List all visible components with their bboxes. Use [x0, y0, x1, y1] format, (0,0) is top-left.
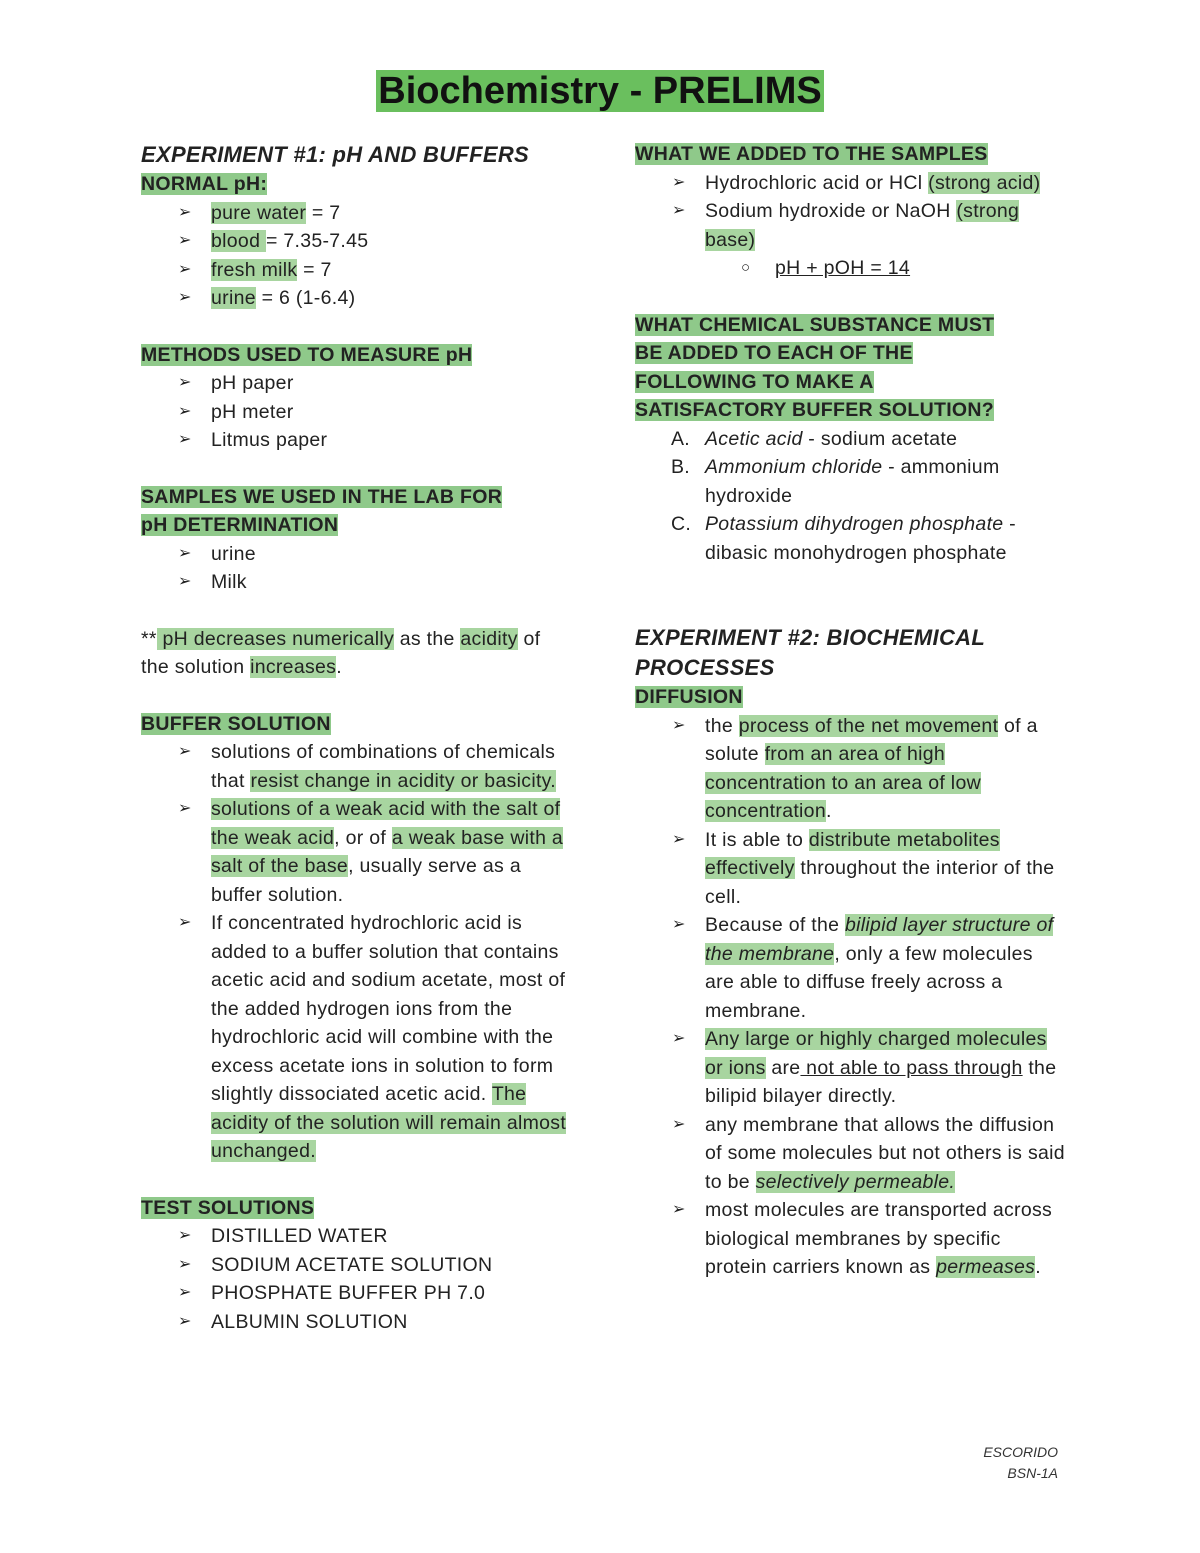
test-solutions-list: [141, 1222, 571, 1336]
chemical-heading: WHAT CHEMICAL SUBSTANCE MUST BE ADDED TO EACH OF THE FOLLOWING TO MAKE A SATISFACTORY BUFFER SOLUTION?: [635, 313, 995, 421]
list-item: ➢ Milk: [141, 568, 571, 597]
list-item: A. Acetic acid - sodium acetate: [671, 427, 958, 450]
added-sublist: [635, 254, 1065, 283]
list-item: ➢ solutions of a weak acid with the salt of the weak acid, or of a weak base with a salt of the base, usually serve as a buffer solution.: [141, 795, 571, 909]
experiment-2-title: EXPERIMENT #2: BIOCHEMICAL PROCESSES: [635, 625, 985, 680]
right-column: [635, 140, 1065, 1282]
author-footer: [983, 1442, 1058, 1484]
list-item: ➢ Litmus paper: [141, 426, 571, 455]
list-item: ➢ the process of the net movement of a solute from an area of high concentration to an area of low concentration.: [635, 712, 1065, 826]
list-item: ➢ solutions of combinations of chemicals that resist change in acidity or basicity.: [141, 738, 571, 795]
page-title: [0, 70, 1200, 113]
list-item: B. Ammonium chloride - ammonium hydroxide: [671, 456, 1000, 507]
list-item: ➢ Any large or highly charged molecules or ions are not able to pass through the bilipid bilayer directly.: [635, 1025, 1065, 1111]
added-list: [635, 169, 1065, 255]
list-item: ➢ pure water = 7: [141, 199, 571, 228]
left-column: [141, 140, 571, 1336]
list-item: ➢ If concentrated hydrochloric acid is added to a buffer solution that contains acetic acid and sodium acetate, most of the added hydrogen ions from the hydrochloric acid will combine with the excess acetate ions in solution to form slightly dissociated acetic acid. The acidity of the solution will remain almost unchanged.: [141, 909, 571, 1166]
experiment-1-title: EXPERIMENT #1: pH AND BUFFERS: [141, 142, 530, 167]
list-item: ➢ SODIUM ACETATE SOLUTION: [141, 1251, 571, 1280]
buffer-heading: BUFFER SOLUTION: [141, 712, 331, 735]
chemical-list: [635, 425, 1065, 568]
list-item: ➢ urine = 6 (1-6.4): [141, 284, 571, 313]
buffer-list: [141, 738, 571, 1166]
list-item: ➢ pH meter: [141, 398, 571, 427]
samples-heading: SAMPLES WE USED IN THE LAB FOR pH DETERMINATION: [141, 485, 503, 536]
methods-list: [141, 369, 571, 455]
author-section: BSN-1A: [1007, 1465, 1058, 1481]
added-heading: WHAT WE ADDED TO THE SAMPLES: [635, 143, 988, 165]
list-item: ➢ DISTILLED WATER: [141, 1222, 571, 1251]
list-item: ➢ PHOSPHATE BUFFER PH 7.0: [141, 1279, 571, 1308]
list-item: ➢ It is able to distribute metabolites effectively throughout the interior of the cell.: [635, 826, 1065, 912]
list-item: ➢ fresh milk = 7: [141, 256, 571, 285]
test-solutions-heading: TEST SOLUTIONS: [141, 1196, 315, 1219]
normal-ph-list: [141, 199, 571, 313]
list-item: ➢ pH paper: [141, 369, 571, 398]
list-item: ➢ most molecules are transported across biological membranes by specific protein carriers known as permeases.: [635, 1196, 1065, 1282]
list-item: ➢ urine: [141, 540, 571, 569]
list-item: ➢ Because of the bilipid layer structure of the membrane, only a few molecules are able to diffuse freely across a membrane.: [635, 911, 1065, 1025]
samples-list: [141, 540, 571, 597]
list-item: C. Potassium dihydrogen phosphate - dibasic monohydrogen phosphate: [671, 513, 1016, 564]
ph-note: ** pH decreases numerically as the acidity of the solution increases.: [141, 627, 541, 678]
list-item: ➢ Sodium hydroxide or NaOH (strong base): [635, 197, 1065, 254]
list-item: ➢ blood = 7.35-7.45: [141, 227, 571, 256]
list-item: ➢ Hydrochloric acid or HCl (strong acid): [635, 169, 1065, 198]
list-item: ➢ any membrane that allows the diffusion of some molecules but not others is said to be selectively permeable.: [635, 1111, 1065, 1197]
diffusion-list: [635, 712, 1065, 1282]
title-text: Biochemistry - PRELIMS: [378, 70, 822, 112]
author-name: ESCORIDO: [983, 1444, 1058, 1460]
methods-heading: METHODS USED TO MEASURE pH: [141, 343, 473, 366]
list-item: ○ pH + pOH = 14: [635, 254, 1065, 283]
normal-ph-heading: NORMAL pH:: [141, 173, 268, 195]
diffusion-heading: DIFFUSION: [635, 686, 743, 708]
list-item: ➢ ALBUMIN SOLUTION: [141, 1308, 571, 1337]
